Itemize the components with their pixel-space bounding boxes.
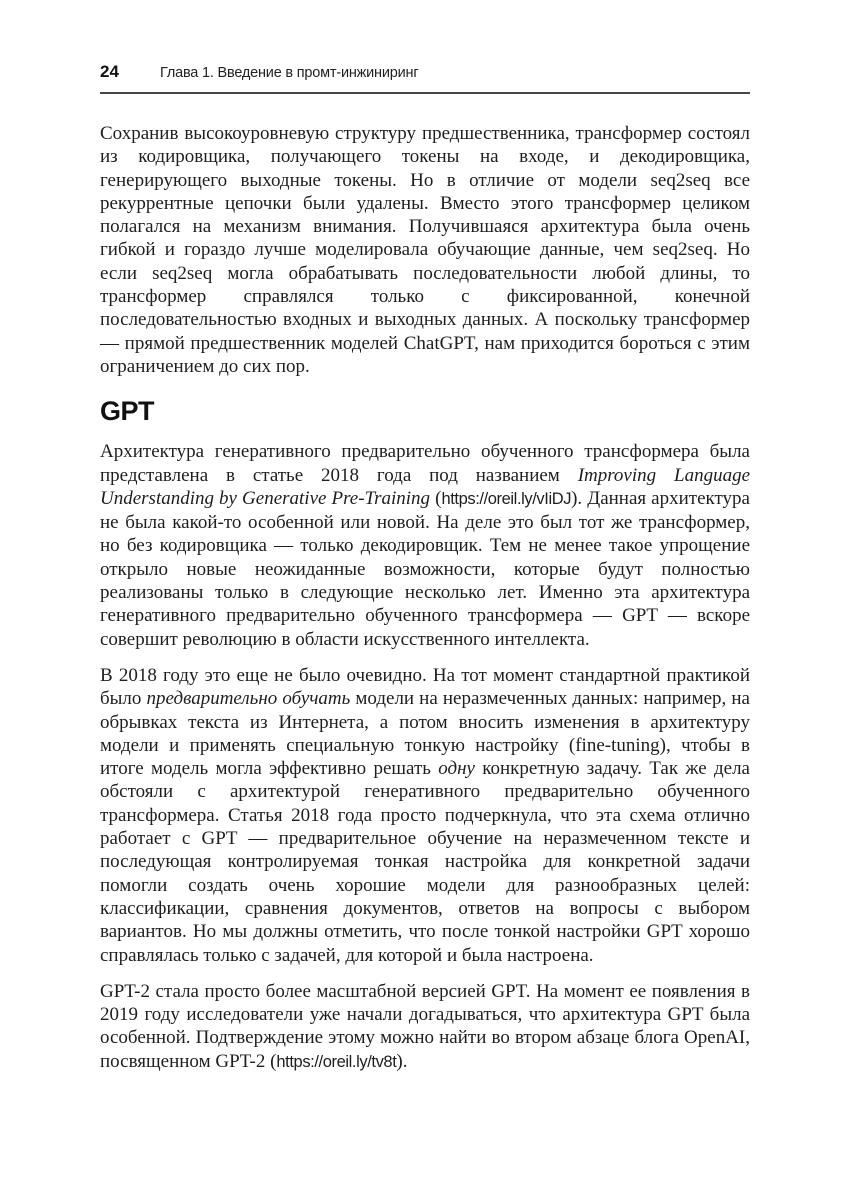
italic-text-segment: предварительно обучать — [146, 688, 351, 710]
text-segment: Архитектура генеративного предварительно обученного трансформера была представлена в статье 2018 года под названием — [100, 441, 750, 486]
url-link[interactable]: https://oreil.ly/tv8t — [276, 1052, 397, 1071]
text-segment: модели на неразмеченных данных: например, на обрывках текста из Интернета, а потом вносить изменения в архитектуру модели и применять специальную тонкую настройку (fine-tuning), чтобы в итоге модель могла эффективно решать — [100, 688, 750, 780]
paragraph-transformer-overview — [100, 122, 750, 378]
text-segment: ). Данная архитектура не была какой-то особенной или новой. На деле это был тот же трансформер, но без кодировщика — только декодировщик. Тем не менее такое упрощение открыло новые неожиданные возможности, которые будут полностью реализованы только в следующие несколько лет. Именно эта архитектура генеративного предварительно обученного трансформера — GPT — вскоре совершит революцию в области искусственного интеллекта. — [100, 487, 750, 650]
text-segment: ). — [396, 1050, 408, 1072]
body-copy — [100, 94, 750, 1074]
url-link[interactable]: https://oreil.ly/vIiDJ — [441, 489, 572, 508]
paragraph-pretraining-2018 — [100, 664, 750, 967]
page-number: 24 — [100, 62, 119, 81]
text-segment: конкретную задачу. Так же дела обстояли с архитектурой генеративного предварительно обученного трансформера. Статья 2018 года просто подчеркнула, что эта схема отлично работает с GPT — предварительное обучение на неразмеченном тексте и последующая контролируемая тонкая настройка для конкретной задачи помогли создать очень хорошие модели для разнообразных целей: классификации, сравнения документов, ответов на вопросы с выбором вариантов. Но мы должны отметить, что после тонкой настройки GPT хорошо справлялась только с задачей, для которой и была настроена. — [100, 758, 750, 966]
text-segment: ( — [430, 487, 442, 509]
running-header — [100, 0, 750, 82]
paragraph-gpt-architecture — [100, 440, 750, 651]
chapter-title: Глава 1. Введение в промт-инжиниринг — [160, 65, 419, 81]
section-heading-gpt: GPT — [100, 396, 155, 427]
paragraph-gpt2 — [100, 980, 750, 1074]
italic-text-segment: одну — [438, 758, 475, 780]
text-segment: Сохранив высокоуровневую структуру предшественника, трансформер состоял из кодировщика, получающего токены на входе, и декодировщика, генерирующего выходные токены. Но в отличие от модели seq2seq все рекуррентные цепочки были удалены. Вместо этого трансформер целиком полагался на механизм внимания. Получившаяся архитектура была очень гибкой и гораздо лучше моделировала обучающие данные, чем seq2seq. Но если seq2seq могла обрабатывать последовательности любой длины, то трансформер справлялся только с фиксированной, конечной последовательностью входных и выходных данных. А поскольку трансформер — прямой предшественник моделей ChatGPT, нам приходится бороться с этим ограничением до сих пор. — [100, 123, 750, 377]
text-segment: GPT-2 стала просто более масштабной версией GPT. На момент ее появления в 2019 году исследователи уже начали догадываться, что архитектура GPT была особенной. Подтверждение этому можно найти во втором абзаце блога OpenAI, посвященном GPT-2 ( — [100, 980, 750, 1072]
text-segment: В 2018 году это еще не было очевидно. На тот момент стандартной практикой было — [100, 664, 750, 710]
page-content — [100, 0, 750, 1074]
italic-text-segment: Improving Language Understanding by Generative Pre-Training — [100, 464, 750, 509]
